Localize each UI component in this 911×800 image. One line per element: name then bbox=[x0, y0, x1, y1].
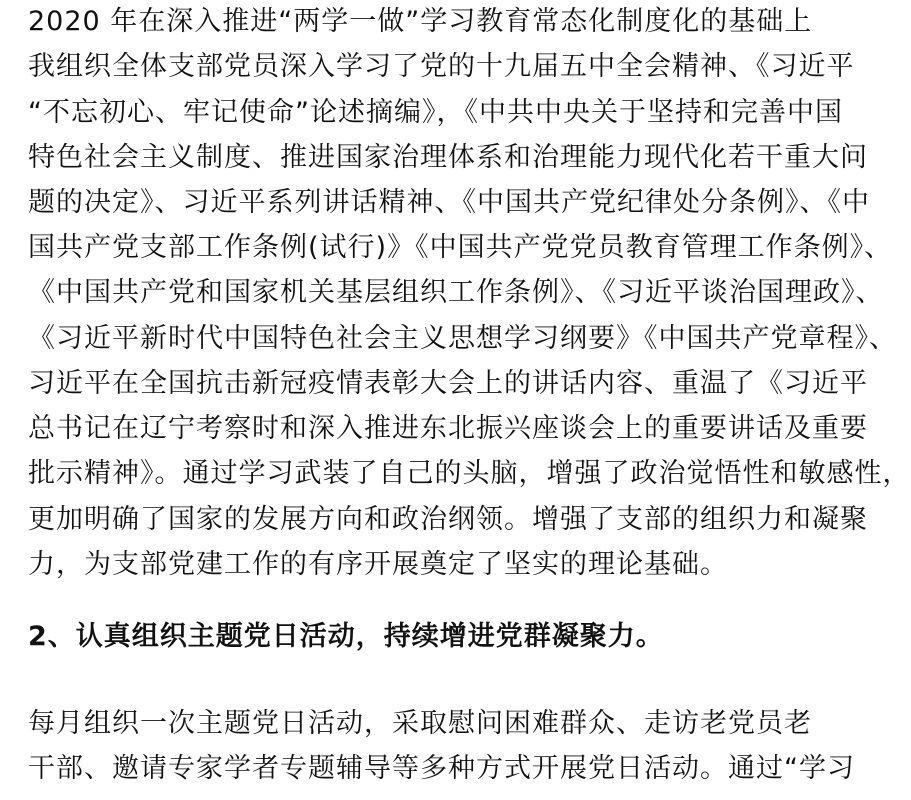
paragraph-1-line-11: 批示精神》。通过学习武装了自己的头脑，增强了政治觉悟性和敏感性， bbox=[28, 458, 911, 489]
paragraph-1-line-13: 力，为支部党建工作的有序开展奠定了坚实的理论基础。 bbox=[28, 549, 728, 580]
paragraph-1-line-9: 习近平在全国抗击新冠疫情表彰大会上的讲话内容、重温了《习近平 bbox=[28, 368, 868, 399]
paragraph-1-line-4: 特色社会主义制度、推进国家治理体系和治理能力现代化若干重大问 bbox=[28, 142, 868, 173]
paragraph-1-line-10: 总书记在辽宁考察时和深入推进东北振兴座谈会上的重要讲话及重要 bbox=[28, 413, 868, 444]
paragraph-1-line-5: 题的决定》、习近平系列讲话精神、《中国共产党纪律处分条例》、《中 bbox=[28, 187, 870, 218]
paragraph-1-line-1: 2020 年在深入推进“两学一做”学习教育常态化制度化的基础上 bbox=[28, 6, 813, 37]
section-heading-2: 2、认真组织主题党日活动，持续增进党群凝聚力。 bbox=[28, 621, 664, 652]
paragraph-2-line-2: 干部、邀请专家学者专题辅导等多种方式开展党日活动。通过“学习 bbox=[28, 753, 855, 784]
paragraph-1-line-3: “不忘初心、牢记使命”论述摘编》，《中共中央关于坚持和完善中国 bbox=[28, 97, 843, 128]
paragraph-1-line-2: 我组织全体支部党员深入学习了党的十九届五中全会精神、《习近平 bbox=[28, 51, 855, 82]
paragraph-2-line-1: 每月组织一次主题党日活动，采取慰问困难群众、走访老党员老 bbox=[28, 708, 812, 739]
paragraph-1-line-8: 《习近平新时代中国特色社会主义思想学习纲要》《中国共产党章程》、 bbox=[28, 323, 897, 354]
paragraph-1-line-6: 国共产党支部工作条例(试行)》《中国共产党党员教育管理工作条例》、 bbox=[28, 232, 893, 263]
paragraph-1-line-12: 更加明确了国家的发展方向和政治纲领。增强了支部的组织力和凝聚 bbox=[28, 504, 868, 535]
paragraph-1-line-7: 《中国共产党和国家机关基层组织工作条例》、《习近平谈治国理政》、 bbox=[28, 277, 884, 308]
